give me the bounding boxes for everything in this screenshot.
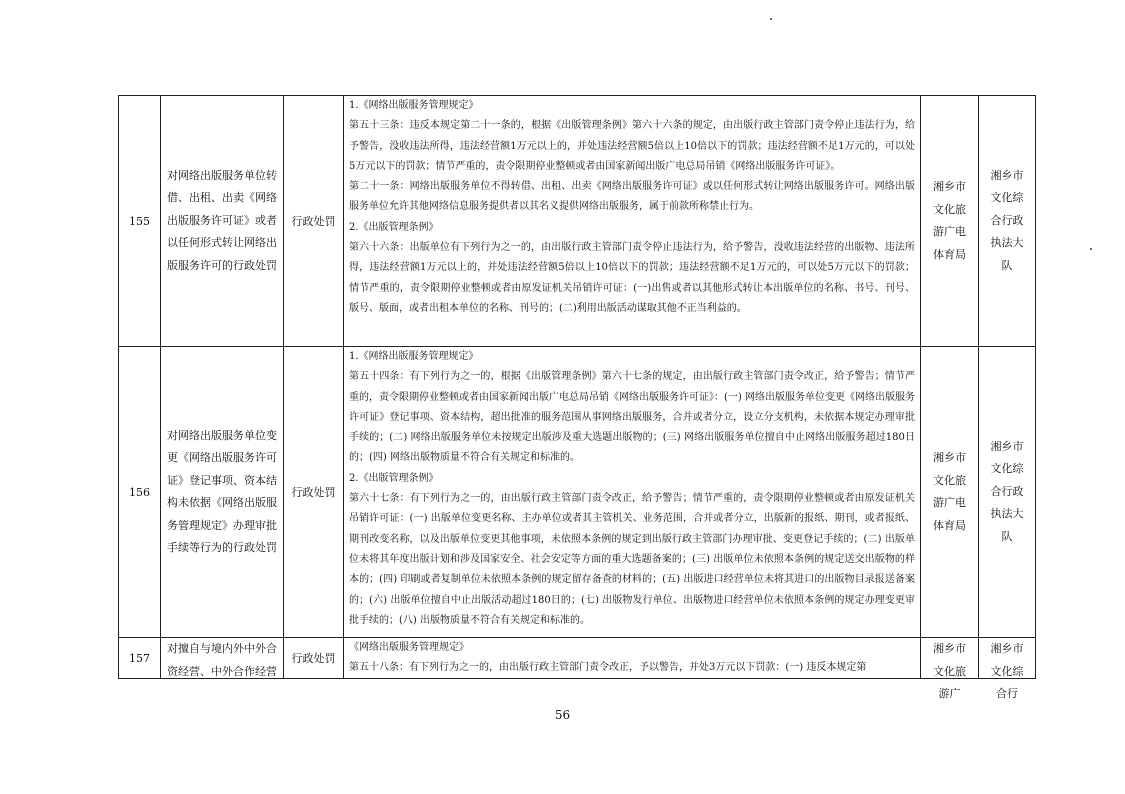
basis-paragraph: 第五十三条：违反本规定第二十一条的，根据《出版管理条例》第六十六条的规定，由出版行政主管部门责令停止违法行为，给予警告，没收违法所得，违法经营额1万元以上的，并处违法经营额5倍以上10倍以下的罚款；违法经营额不足1万元的，可以处5万元以下的罚款；情节严重的，责令限期停业整顿或者由国家新闻出版广电总局吊销《网络出版服务许可证》。 <box>349 120 915 172</box>
responsible-department: 湘乡市文化旅游广电体育局 <box>921 347 979 638</box>
basis-paragraph: 1.《网络出版服务管理规定》 <box>349 100 479 111</box>
item-name: 对网络出版服务单位转借、出租、出卖《网络出版服务许可证》或者以任何形式转让网络出版服务许可的行政处罚 <box>161 96 284 347</box>
basis-paragraph: 第六十六条：出版单位有下列行为之一的，由出版行政主管部门责令停止违法行为，给予警告，没收违法经营的出版物、违法所得，违法经营额1万元以上的，并处违法经营额5倍以上10倍以下的罚款；违法经营额不足1万元的，可以处5万元以下的罚款；情节严重的，责令限期停业整顿或者由原发证机关吊销许可证：(一)出售或者以其他形式转让本出版单位的名称、书号、刊号、版号、版面，或者出租本单位的名称、刊号的；(二)利用出版活动谋取其他不正当利益的。 <box>349 242 915 314</box>
table-row <box>119 638 1036 679</box>
basis-clip <box>349 638 915 678</box>
table-row <box>119 96 1036 347</box>
responsible-department: 湘乡市文化旅游广电体育局 <box>921 96 979 347</box>
basis-paragraph: 2.《出版管理条例》 <box>349 221 439 233</box>
row-number: 157 <box>119 638 161 679</box>
executing-agency: 湘乡市文化综合行政执法大队 <box>979 347 1036 638</box>
agency-text: 湘乡市文化综合行 <box>990 642 1024 700</box>
legal-basis <box>344 638 921 679</box>
table-row <box>119 347 1036 638</box>
item-type: 行政处罚 <box>284 96 344 347</box>
basis-paragraph: 2.《出版管理条例》 <box>349 472 439 484</box>
executing-agency <box>979 638 1036 700</box>
basis-paragraph: 第五十八条：有下列行为之一的，由出版行政主管部门责令改正，予以警告，并处3万元以下罚款：(一) 违反本规定第 <box>349 662 867 674</box>
basis-paragraph: 第二十一条：网络出版服务单位不得转借、出租、出卖《网络出版服务许可证》或以任何形式转让网络出版服务许可。网络出版服务单位允许其他网络信息服务提供者以其名义提供网络出版服务，属于前款所称禁止行为。 <box>349 181 915 213</box>
scan-speck <box>1090 248 1092 250</box>
legal-basis <box>344 347 921 638</box>
item-name: 对网络出版服务单位变更《网络出版服务许可证》登记事项、资本结构未依据《网络出版服务管理规定》办理审批手续等行为的行政处罚 <box>161 347 284 638</box>
page-number: 56 <box>554 708 571 722</box>
item-name <box>161 638 284 679</box>
basis-paragraph: 第五十四条：有下列行为之一的，根据《出版管理条例》第六十七条的规定，由出版行政主管部门责令改正，给予警告；情节严重的，责令限期停业整顿或者由国家新闻出版广电总局吊销《网络出版服务许可证》：(一) 网络出版服务单位变更《网络出版服务许可证》登记事项、资本结构，超出批准的服务范围从事网络出版服务，合并或者分立，设立分支机构，未依据本规定办理审批手续的；(二) 网络出版服务单位未按规定出版涉及重大选题出版物的；(三) 网络出版服务单位擅自中止网络出版服务超过180日的；(四) 网络出版物质量不符合有关规定和标准的。 <box>349 371 915 464</box>
basis-paragraph: 《网络出版服务管理规定》 <box>349 642 469 653</box>
basis-paragraph: 1.《网络出版服务管理规定》 <box>349 351 479 362</box>
scan-speck <box>770 18 772 20</box>
item-type: 行政处罚 <box>284 638 344 679</box>
item-name-text: 对擅自与境内外中外合资经营、中外合作经营 <box>167 642 277 678</box>
enforcement-table <box>118 95 1036 700</box>
row-number: 156 <box>119 347 161 638</box>
row-number: 155 <box>119 96 161 347</box>
legal-basis <box>344 96 921 347</box>
department-text: 湘乡市文化旅游广 <box>933 642 966 700</box>
responsible-department <box>921 638 979 700</box>
executing-agency: 湘乡市文化综合行政执法大队 <box>979 96 1036 347</box>
item-type: 行政处罚 <box>284 347 344 638</box>
basis-paragraph: 第六十七条：有下列行为之一的，由出版行政主管部门责令改正，给予警告；情节严重的，责令限期停业整顿或者由原发证机关吊销许可证：(一) 出版单位变更名称、主办单位或者其主管机关、业务范围，合并或者分立，出版新的报纸、期刊，或者报纸、期刊改变名称，以及出版单位变更其他事项，未依照本条例的规定到出版行政主管部门办理审批、变更登记手续的；(二) 出版单位未将其年度出版计划和涉及国家安全、社会安定等方面的重大选题备案的；(三) 出版单位未依照本条例的规定送交出版物的样本的；(四) 印刷或者复制单位未依照本条例的规定留存备查的材料的；(五) 出版进口经营单位未将其进口的出版物目录报送备案的；(六) 出版单位擅自中止出版活动超过180日的；(七) 出版物发行单位、出版物进口经营单位未依照本条例的规定办理变更审批手续的；(八) 出版物质量不符合有关规定和标准的。 <box>349 493 915 626</box>
